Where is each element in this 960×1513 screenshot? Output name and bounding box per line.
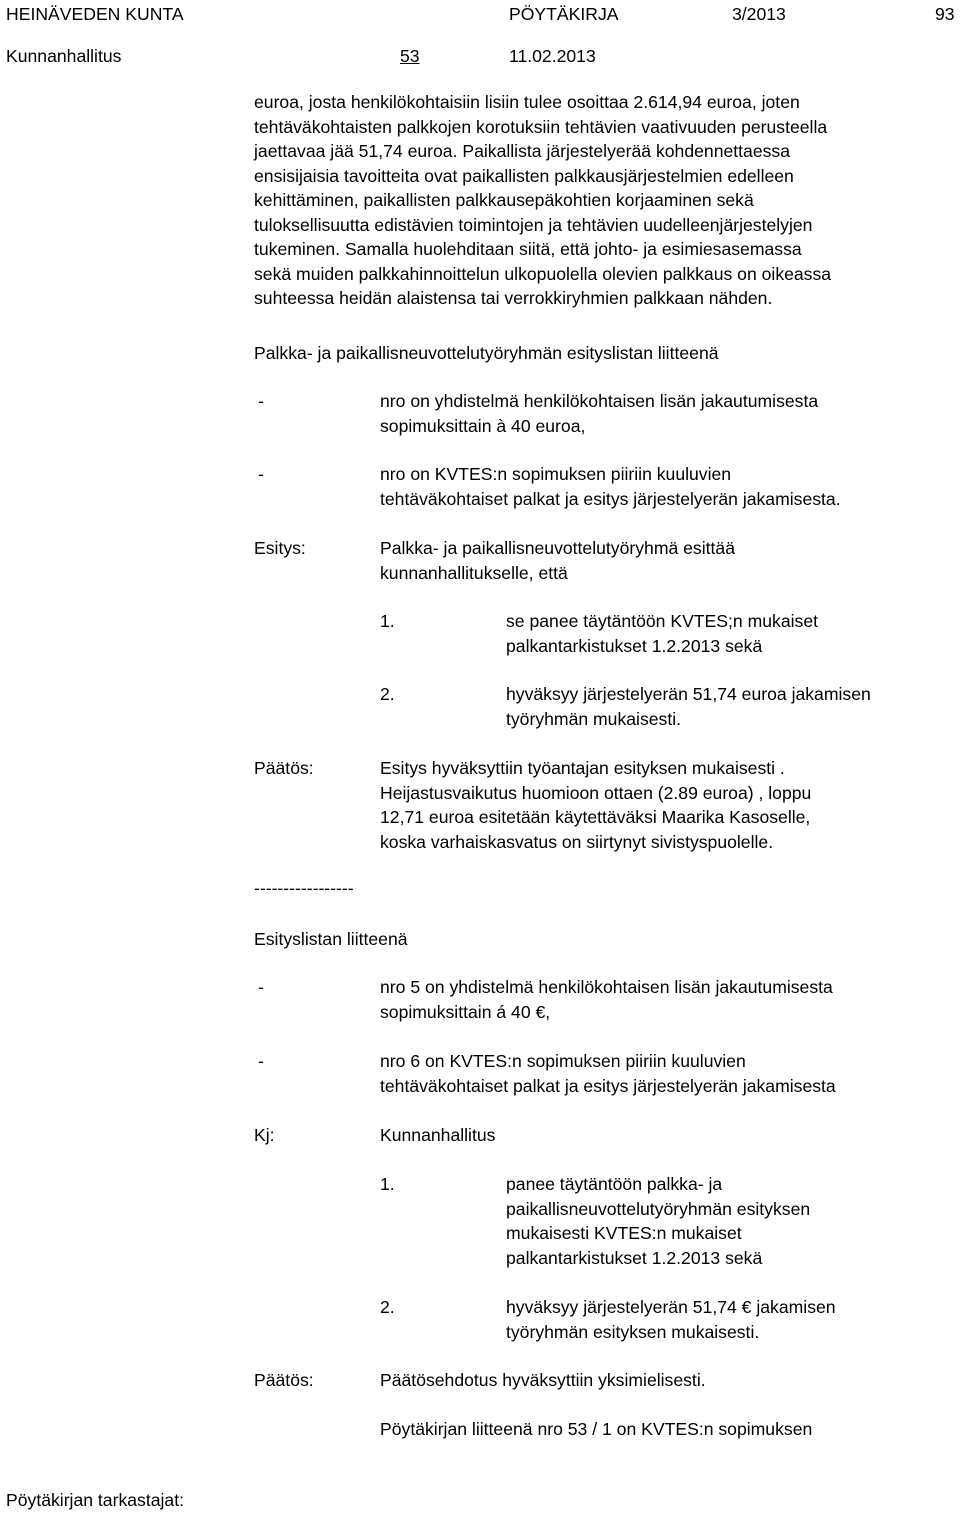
attachments-intro: Palkka- ja paikallisneuvottelutyöryhmän esityslistan liitteenä <box>254 343 719 363</box>
list-dash: - <box>258 391 264 411</box>
decision-text: Esitys hyväksyttiin työantajan esityksen mukaisesti . Heijastusvaikutus huomioon ottaen (2.89 euroa) , loppu 12,71 euroa esitetään käytettäväksi Maarika Kasoselle, koska varhaiskasvatus on siirtynyt sivistyspuolelle. <box>380 758 812 852</box>
issue-number: 3/2013 <box>732 4 786 24</box>
list-item: nro on yhdistelmä henkilökohtaisen lisän jakautumisesta sopimuksittain à 40 euroa, <box>380 391 819 436</box>
intro-paragraph <box>254 90 954 311</box>
meeting-date: 11.02.2013 <box>509 46 596 66</box>
separator: ----------------- <box>254 878 354 898</box>
kj-item-number: 2. <box>380 1297 395 1317</box>
list-item: nro 5 on yhdistelmä henkilökohtaisen lisän jakautumisesta sopimuksittain á 40 €, <box>380 977 833 1022</box>
kj-label: Kj: <box>254 1125 275 1145</box>
municipality-name: HEINÄVEDEN KUNTA <box>6 4 184 24</box>
kj-item-number: 1. <box>380 1174 395 1194</box>
list-dash: - <box>258 464 264 484</box>
decision-label: Päätös: <box>254 758 314 778</box>
decision-text: Päätösehdotus hyväksyttiin yksimielisesti. <box>380 1370 706 1390</box>
proposal-item-number: 1. <box>380 611 395 631</box>
kj-item: panee täytäntöön palkka- ja paikallisneuvottelutyöryhmän esityksen mukaisesti KVTES:n mukaiset palkantarkistukset 1.2.2013 sekä <box>506 1174 811 1268</box>
intro-line: tuloksellisuutta edistävien toimintojen ja tehtävien uudelleenjärjestelyjen <box>254 214 813 235</box>
list-item: nro on KVTES:n sopimuksen piiriin kuuluvien tehtäväkohtaiset palkat ja esitys järjestelyerän jakamisesta. <box>380 464 841 509</box>
proposal-label: Esitys: <box>254 538 306 558</box>
decision-label: Päätös: <box>254 1370 314 1390</box>
proposal-item: se panee täytäntöön KVTES;n mukaiset palkantarkistukset 1.2.2013 sekä <box>506 611 818 656</box>
intro-line: sekä muiden palkkahinnoittelun ulkopuolella olevien palkkaus on oikeassa <box>254 263 832 284</box>
proposal-item-number: 2. <box>380 684 395 704</box>
intro-line: tehtäväkohtaisten palkkojen korotuksiin tehtävien vaativuuden perusteella <box>254 116 828 137</box>
intro-line: tukeminen. Samalla huolehditaan siitä, että johto- ja esimiesasemassa <box>254 239 802 259</box>
document-type: PÖYTÄKIRJA <box>509 4 619 24</box>
section-number: 53 <box>400 46 420 66</box>
kj-item: hyväksyy järjestelyerän 51,74 € jakamisen työryhmän esityksen mukaisesti. <box>506 1297 836 1342</box>
intro-line: jaettavaa jää 51,74 euroa. Paikallista järjestelyerää kohdennettaessa <box>254 141 790 161</box>
proposal-text: Palkka- ja paikallisneuvottelutyöryhmä esittää kunnanhallitukselle, että <box>380 538 735 583</box>
council-name: Kunnanhallitus <box>6 46 122 66</box>
attachment-note: Pöytäkirjan liitteenä nro 53 / 1 on KVTES:n sopimuksen <box>380 1419 813 1439</box>
intro-line: euroa, josta henkilökohtaisiin lisiin tulee osoittaa 2.614,94 euroa, joten <box>254 92 800 112</box>
footer-reviewers: Pöytäkirjan tarkastajat: <box>6 1490 184 1510</box>
list-item: nro 6 on KVTES:n sopimuksen piiriin kuuluvien tehtäväkohtaiset palkat ja esitys järjestelyerän jakamisesta <box>380 1051 836 1096</box>
intro-line: suhteessa heidän alaistensa tai verrokkiryhmien palkkaan nähden. <box>254 288 773 308</box>
proposal-item: hyväksyy järjestelyerän 51,74 euroa jakamisen työryhmän mukaisesti. <box>506 684 871 729</box>
list-dash: - <box>258 1051 264 1071</box>
list-dash: - <box>258 977 264 997</box>
agenda-attachment-heading: Esityslistan liitteenä <box>254 929 408 949</box>
kj-text: Kunnanhallitus <box>380 1125 496 1145</box>
page-number: 93 <box>935 4 955 24</box>
intro-line: ensisijaisia tavoitteita ovat paikallisten palkkausjärjestelmien edelleen <box>254 165 794 186</box>
intro-line: kehittäminen, paikallisten palkkausepäkohtien korjaaminen sekä <box>254 190 754 210</box>
